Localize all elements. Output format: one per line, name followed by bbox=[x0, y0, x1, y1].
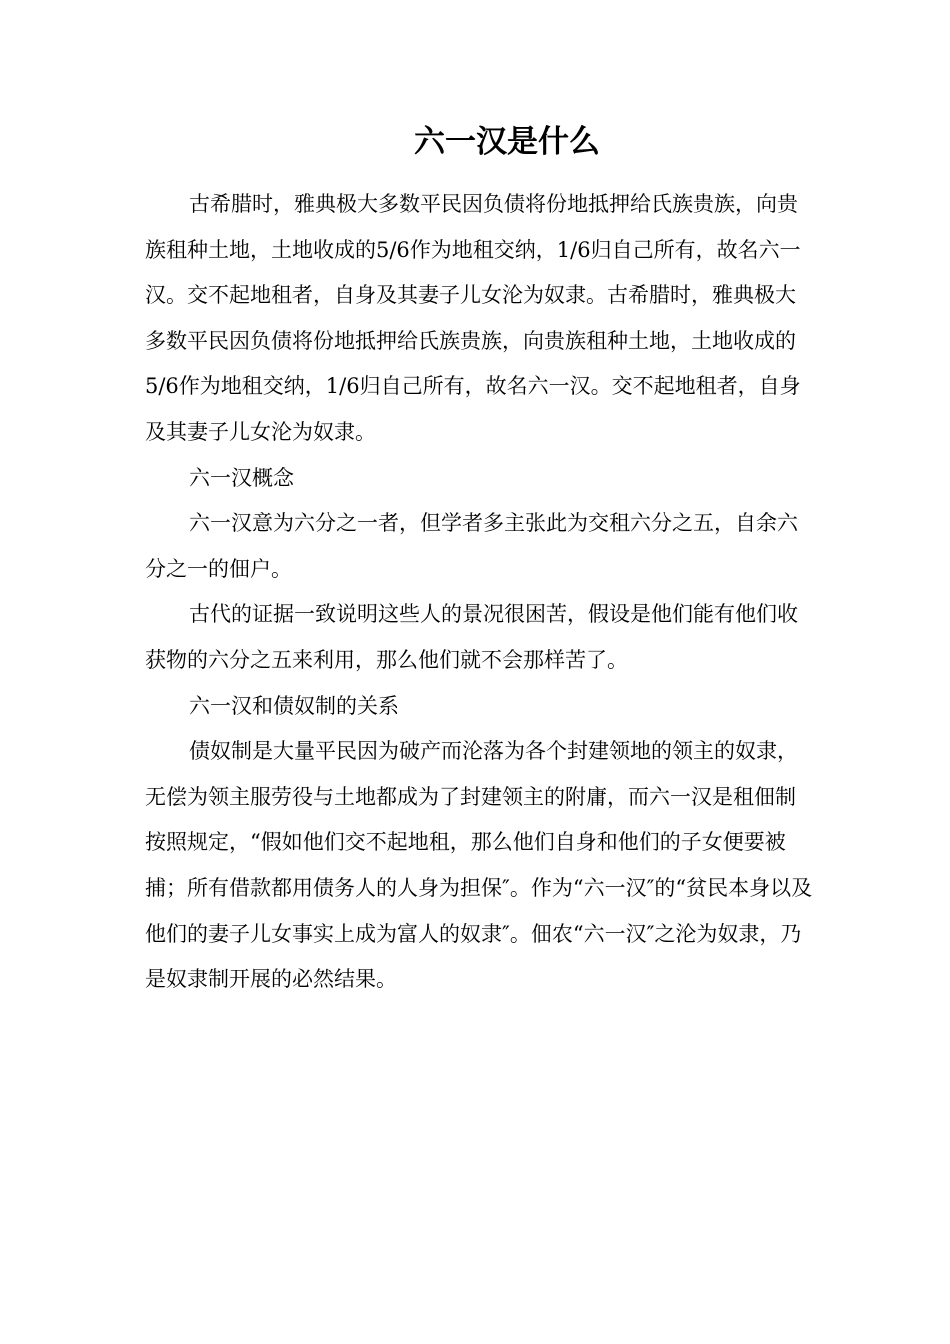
page-title: 六一汉是什么 bbox=[414, 124, 600, 160]
section-heading-concept: 六一汉概念 bbox=[189, 465, 294, 490]
paragraph-concept: 六一汉意为六分之一者，但学者多主张此为交租六分之五，自余六分之一的佃户。 bbox=[145, 511, 798, 581]
section-heading-relation: 六一汉和债奴制的关系 bbox=[189, 693, 399, 718]
paragraph-evidence: 古代的证据一致说明这些人的景况很困苦，假设是他们能有他们收获物的六分之五来利用，那么他们就不会那样苦了。 bbox=[145, 602, 798, 672]
paragraph-relation: 债奴制是大量平民因为破产而沦落为各个封建领地的领主的奴隶，无偿为领主服劳役与土地都成为了封建领主的附庸，而六一汉是租佃制按照规定，“假如他们交不起地租，那么他们自身和他们的子女便要被捕；所有借款都用债务人的人身为担保″。作为“六一汉″的“贫民本身以及他们的妻子儿女事实上成为富人的奴隶″。佃农“六一汉″之沦为奴隶，乃是奴隶制开展的必然结果。 bbox=[145, 739, 813, 992]
document-body bbox=[145, 182, 815, 1003]
paragraph-intro: 古希腊时，雅典极大多数平民因负债将份地抵押给氏族贵族，向贵族租种土地，土地收成的5/6作为地租交纳，1/6归自己所有，故名六一汉。交不起地租者，自身及其妻子儿女沦为奴隶。古希腊时，雅典极大多数平民因负债将份地抵押给氏族贵族，向贵族租种土地，土地收成的5/6作为地租交纳，1/6归自己所有，故名六一汉。交不起地租者，自身及其妻子儿女沦为奴隶。 bbox=[145, 192, 801, 444]
